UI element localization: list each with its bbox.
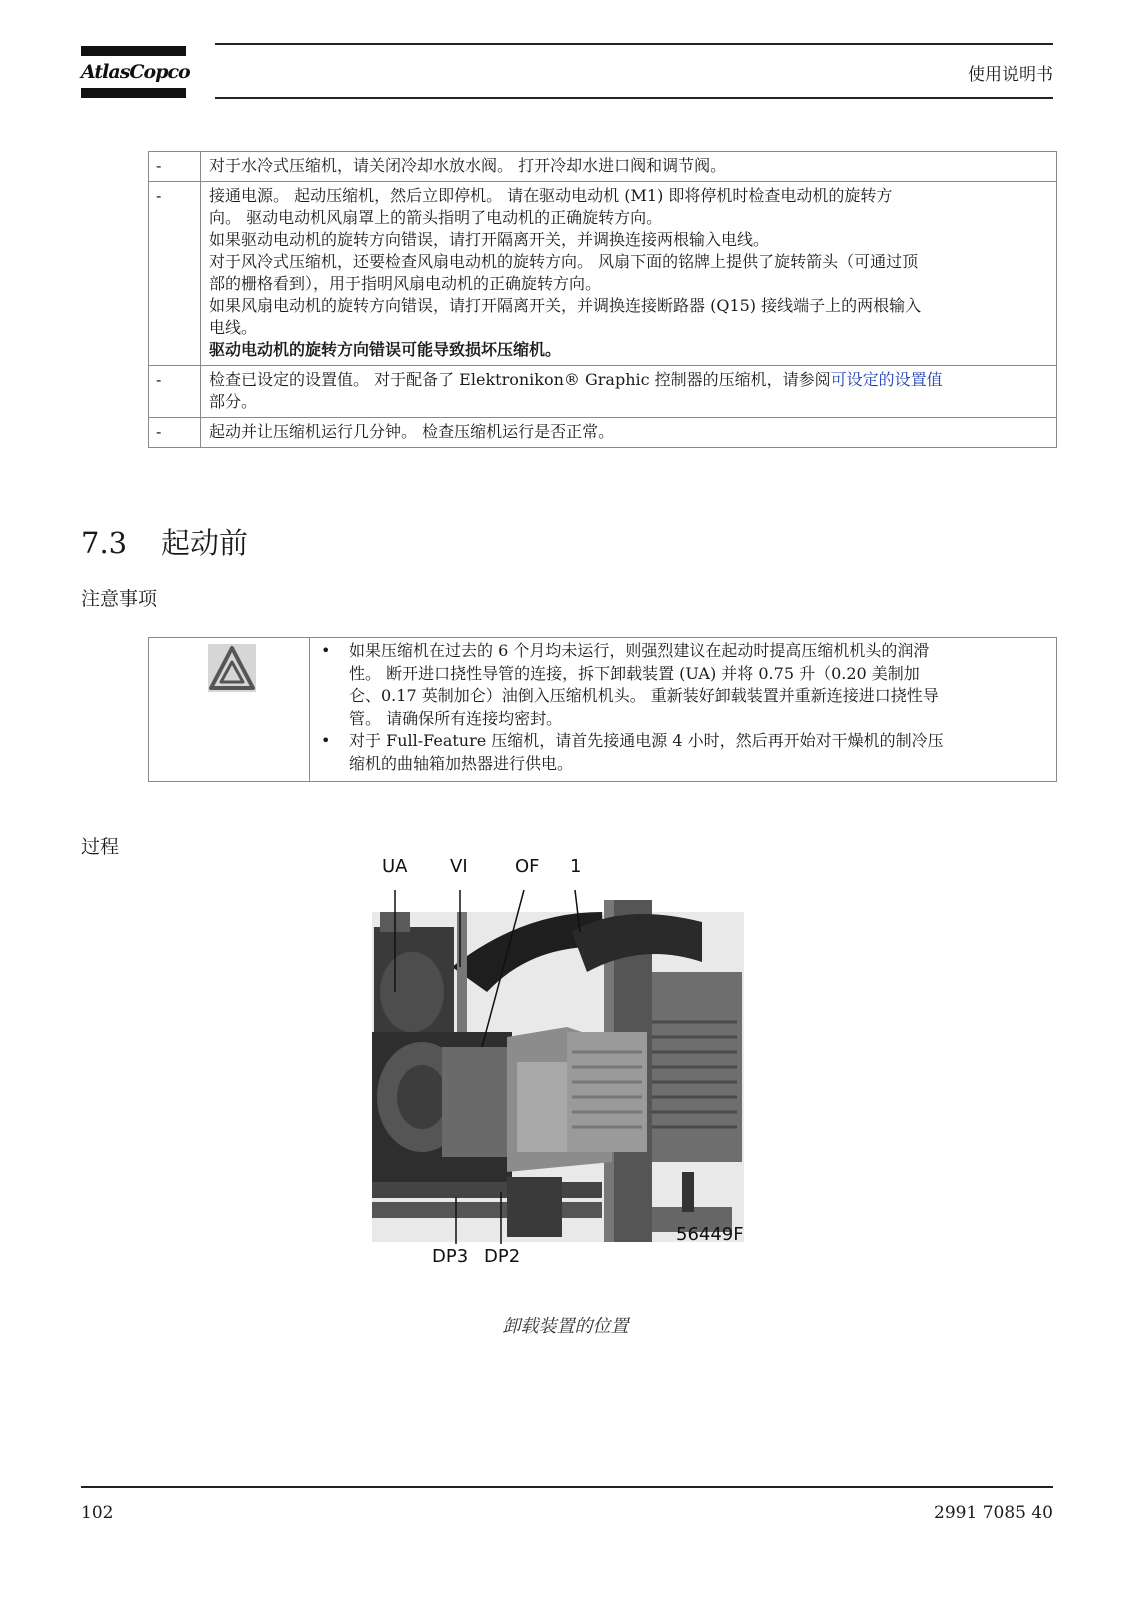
logo-text: AtlasCopco — [81, 61, 190, 83]
procedure-heading: 过程 — [81, 836, 120, 858]
text-segment: 检查已设定的设置值。 对于配备了 Elektronikon® Graphic 控制器的压缩机，请参阅 — [209, 370, 831, 389]
text-segment: 部分。 — [209, 392, 258, 411]
text-line: 如果压缩机在过去的 6 个月均未运行，则强烈建议在起动时提高压缩机机头的润滑 — [349, 641, 930, 660]
text-line: 对于风冷式压缩机，还要检查风扇电动机的旋转方向。 风扇下面的铭牌上提供了旋转箭头（可通过顶 — [209, 252, 919, 271]
table-row — [149, 152, 1057, 182]
label-1: 1 — [570, 856, 582, 877]
row-text — [201, 366, 1057, 418]
warning-text: 驱动电动机的旋转方向错误可能导致损坏压缩机。 — [209, 340, 562, 359]
table-row — [149, 182, 1057, 366]
label-ua: UA — [382, 856, 408, 877]
figure-caption: 卸载装置的位置 — [502, 1316, 629, 1337]
label-of: OF — [515, 856, 540, 877]
header-title: 使用说明书 — [968, 65, 1053, 85]
table-row — [149, 366, 1057, 418]
text-line: 接通电源。 起动压缩机，然后立即停机。 请在驱动电动机 (M1) 即将停机时检查电动机的旋转方 — [209, 186, 893, 205]
row-dash: - — [149, 418, 201, 448]
text-line: 缩机的曲轴箱加热器进行供电。 — [349, 753, 574, 773]
document-number: 2991 7085 40 — [934, 1503, 1053, 1523]
atlas-copco-logo — [81, 46, 190, 98]
section-title — [81, 521, 248, 562]
text-line: 性。 断开进口挠性导管的连接，拆下卸载装置 (UA) 并将 0.75 升（0.20 美制加 — [349, 663, 920, 683]
table-row — [149, 418, 1057, 448]
steps-table — [148, 151, 1057, 448]
label-vi: VI — [450, 856, 468, 877]
text-line: 起动并让压缩机运行几分钟。 检查压缩机运行是否正常。 — [209, 422, 615, 441]
header-rule-top — [215, 43, 1053, 45]
text-line: 管。 请确保所有连接均密封。 — [349, 708, 563, 728]
text-line: 仑、0.17 英制加仑）油倒入压缩机机头。 重新装好卸载装置并重新连接进口挠性导 — [349, 686, 939, 705]
list-item: • 如果压缩机在过去的 6 个月均未运行，则强烈建议在起动时提高压缩机机头的润滑 性。 断开进口挠性导管的连接，拆下卸载装置 (UA) 并将 0.75 升（0.20 美制加 仑、0.17 英制加仑）油倒入压缩机机头。 重新装好卸载装置并重新连接进口挠性导 管。 请确保所有连接均密封。 — [311, 640, 1051, 730]
row-text — [201, 182, 1057, 366]
row-text — [201, 152, 1057, 182]
text-line: 对于水冷式压缩机，请关闭冷却水放水阀。 打开冷却水进口阀和调节阀。 — [209, 156, 727, 175]
text-line: 向。 驱动电动机风扇罩上的箭头指明了电动机的正确旋转方向。 — [209, 208, 663, 227]
section-number: 7.3 — [81, 526, 128, 560]
precautions-heading: 注意事项 — [81, 588, 158, 610]
header-rule-bottom — [215, 97, 1053, 99]
label-dp3: DP3 — [432, 1246, 469, 1267]
row-dash: - — [149, 182, 201, 366]
label-dp2: DP2 — [484, 1246, 521, 1267]
row-dash: - — [149, 366, 201, 418]
footer-rule — [81, 1486, 1053, 1488]
precaution-list — [311, 640, 1051, 775]
figure-id: 56449F — [676, 1224, 744, 1245]
row-text — [201, 418, 1057, 448]
text-line: 电线。 — [209, 318, 258, 337]
settings-link[interactable]: 可设定的设置值 — [830, 370, 943, 389]
page-number: 102 — [81, 1503, 114, 1523]
text-line: 对于 Full-Feature 压缩机，请首先接通电源 4 小时，然后再开始对干燥机的制冷压 — [349, 731, 944, 750]
text-line: 部的栅格看到），用于指明风扇电动机的正确旋转方向。 — [209, 274, 602, 293]
unloader-figure — [372, 856, 762, 1292]
row-dash: - — [149, 152, 201, 182]
text-line: 如果驱动电动机的旋转方向错误，请打开隔离开关，并调换连接两根输入电线。 — [209, 230, 770, 249]
section-heading: 起动前 — [161, 526, 249, 560]
text-line: 如果风扇电动机的旋转方向错误，请打开隔离开关，并调换连接断路器 (Q15) 接线端子上的两根输入 — [209, 296, 922, 315]
caution-box — [148, 637, 1057, 782]
list-item: • 对于 Full-Feature 压缩机，请首先接通电源 4 小时，然后再开始对干燥机的制冷压 缩机的曲轴箱加热器进行供电。 — [311, 730, 1051, 775]
warning-triangle-icon — [208, 644, 256, 692]
